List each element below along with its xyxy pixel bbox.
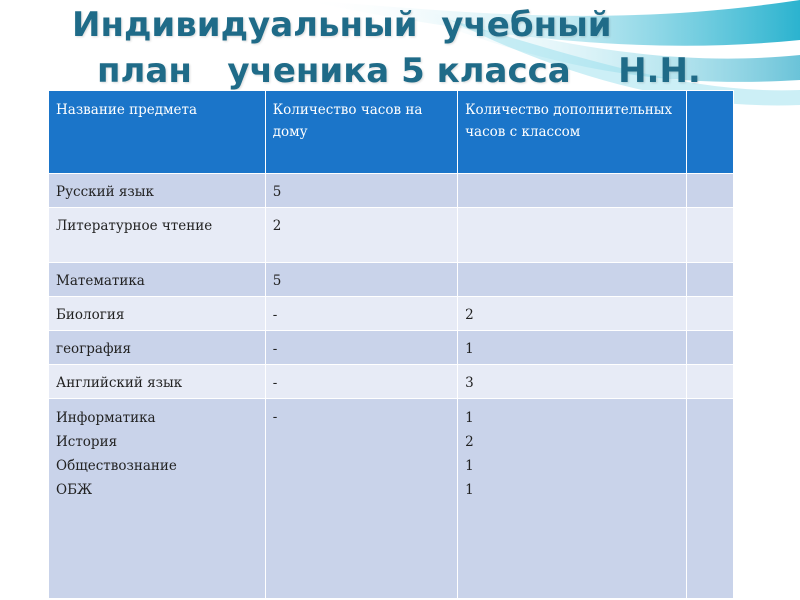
cell-subject: Математика bbox=[49, 263, 266, 297]
extra-hours-value: 1 bbox=[465, 482, 474, 498]
title-line-2: план ученика 5 класса Н.Н. bbox=[97, 51, 701, 91]
cell-home-hours: - bbox=[265, 297, 457, 331]
cell-empty bbox=[687, 297, 734, 331]
cell-home-hours: - bbox=[265, 399, 457, 599]
cell-home-hours: - bbox=[265, 331, 457, 365]
subject-name: Обществознание bbox=[56, 458, 177, 474]
header-home-hours: Количество часов на дому bbox=[265, 91, 457, 174]
extra-hours-value: 2 bbox=[465, 434, 474, 450]
cell-empty bbox=[687, 365, 734, 399]
cell-empty bbox=[687, 399, 734, 599]
subject-name: Информатика bbox=[56, 410, 156, 426]
subject-name: История bbox=[56, 434, 118, 450]
title-line-1: Индивидуальный учебный bbox=[72, 5, 612, 45]
cell-extra-hours bbox=[458, 208, 687, 263]
extra-hours-value: 1 bbox=[465, 410, 474, 426]
cell-empty bbox=[687, 263, 734, 297]
table-row bbox=[49, 263, 734, 297]
cell-subject: Английский язык bbox=[49, 365, 266, 399]
cell-extra-hours bbox=[458, 263, 687, 297]
cell-empty bbox=[687, 208, 734, 263]
header-subject: Название предмета bbox=[49, 91, 266, 174]
extra-hours-value: 1 bbox=[465, 458, 474, 474]
table-row bbox=[49, 208, 734, 263]
header-empty bbox=[687, 91, 734, 174]
cell-subject: Литературное чтение bbox=[49, 208, 266, 263]
cell-home-hours: 2 bbox=[265, 208, 457, 263]
table-row bbox=[49, 399, 734, 599]
cell-subject: география bbox=[49, 331, 266, 365]
table-header-row bbox=[49, 91, 734, 174]
table-row bbox=[49, 331, 734, 365]
cell-subject: Русский язык bbox=[49, 174, 266, 208]
table-row bbox=[49, 365, 734, 399]
cell-extra-hours-list bbox=[458, 399, 687, 599]
cell-home-hours: 5 bbox=[265, 263, 457, 297]
page-title bbox=[0, 0, 800, 95]
cell-extra-hours: 2 bbox=[458, 297, 687, 331]
cell-extra-hours: 3 bbox=[458, 365, 687, 399]
cell-home-hours: 5 bbox=[265, 174, 457, 208]
study-plan-table bbox=[48, 90, 734, 599]
cell-empty bbox=[687, 331, 734, 365]
cell-extra-hours bbox=[458, 174, 687, 208]
subject-name: ОБЖ bbox=[56, 482, 93, 498]
table-row bbox=[49, 174, 734, 208]
cell-subject: Биология bbox=[49, 297, 266, 331]
cell-empty bbox=[687, 174, 734, 208]
table-row bbox=[49, 297, 734, 331]
cell-home-hours: - bbox=[265, 365, 457, 399]
header-extra-hours: Количество дополнительных часов с классом bbox=[458, 91, 687, 174]
cell-extra-hours: 1 bbox=[458, 331, 687, 365]
cell-subject-list bbox=[49, 399, 266, 599]
